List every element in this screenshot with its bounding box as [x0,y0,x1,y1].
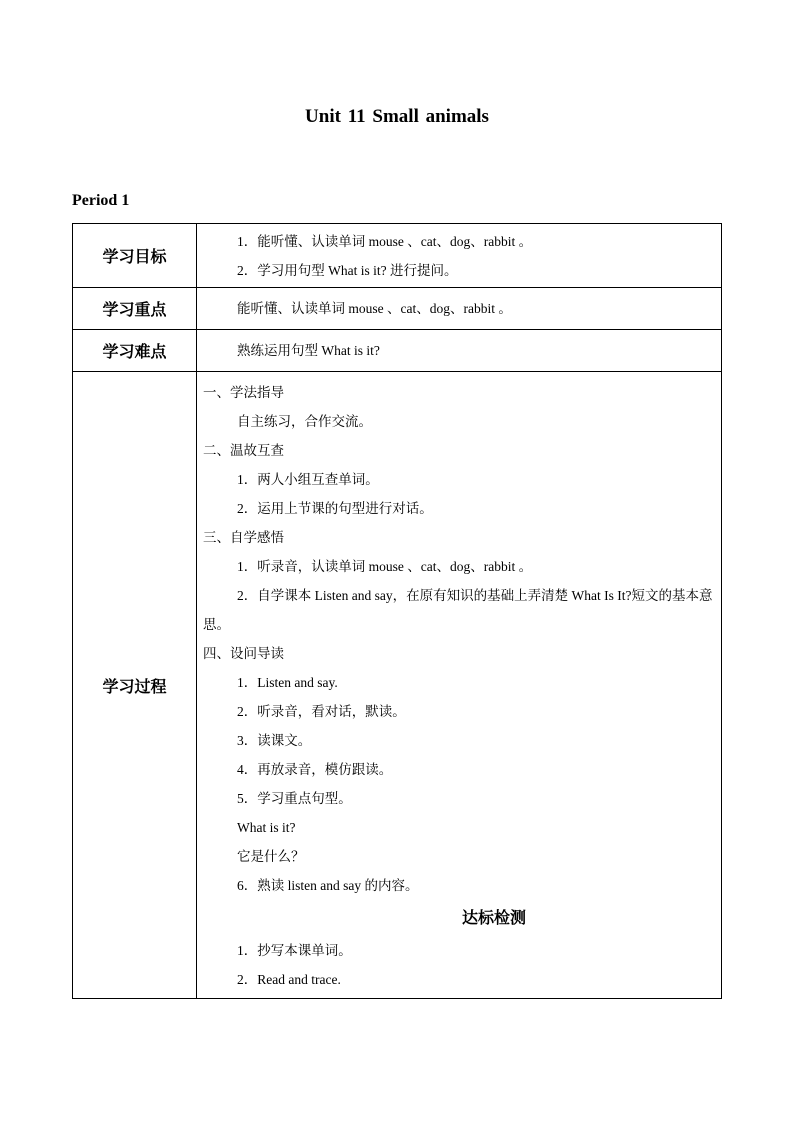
key-sentence-chinese: 它是什么？ [237,849,305,864]
section-1-text: 自主练习，合作交流。 [237,414,372,429]
lesson-plan-table [72,223,722,999]
row-label-process: 学习过程 [73,372,197,999]
section-4-item-2: 2．听录音，看对话，默读。 [237,704,406,719]
goal-line-2: 2．学习用句型 What is it? 进行提问。 [237,262,458,278]
section-2-item-2: 2．运用上节课的句型进行对话。 [237,501,433,516]
section-2-item-1: 1．两人小组互查单词。 [237,472,379,487]
row-content-goals [197,224,722,288]
table-row-process [73,372,722,999]
section-4-item-1: 1．Listen and say. [237,675,338,690]
test-item-1: 1．抄写本课单词。 [237,943,352,958]
row-content-difficulty [197,330,722,372]
period-heading: Period 1 [72,192,130,209]
goal-line-1: 1．能听懂、认读单词 mouse 、cat、dog、rabbit 。 [237,233,533,249]
key-line-1: 能听懂、认读单词 mouse 、cat、dog、rabbit 。 [237,301,512,316]
section-4-item-6: 6．熟读 listen and say 的内容。 [237,878,419,893]
section-heading-1: 一、学法指导 [203,385,284,400]
row-content-process [197,372,722,999]
test-heading: 达标检测 [461,908,526,927]
section-heading-2: 二、温故互查 [203,443,284,458]
key-sentence-english: What is it? [237,820,296,835]
row-content-key [197,288,722,330]
row-label-goals: 学习目标 [73,224,197,288]
table-row-goals [73,224,722,288]
table-row-difficulty [73,330,722,372]
difficulty-line-1: 熟练运用句型 What is it? [237,343,380,358]
section-4-item-4: 4．再放录音，模仿跟读。 [237,762,393,777]
section-3-item-2: 2．自学课本 Listen and say，在原有知识的基础上弄清楚 What Is It?短文的基本意思。 [203,588,713,632]
test-item-2: 2．Read and trace. [237,972,341,987]
row-label-key: 学习重点 [73,288,197,330]
section-heading-4: 四、设问导读 [203,646,284,661]
section-4-item-5: 5．学习重点句型。 [237,791,352,806]
table-row-key [73,288,722,330]
section-4-item-3: 3．读课文。 [237,733,312,748]
section-heading-3: 三、自学感悟 [203,530,284,545]
row-label-difficulty: 学习难点 [73,330,197,372]
section-3-item-1: 1．听录音，认读单词 mouse 、cat、dog、rabbit 。 [237,559,533,574]
document-title: Unit 11 Small animals [305,106,489,127]
